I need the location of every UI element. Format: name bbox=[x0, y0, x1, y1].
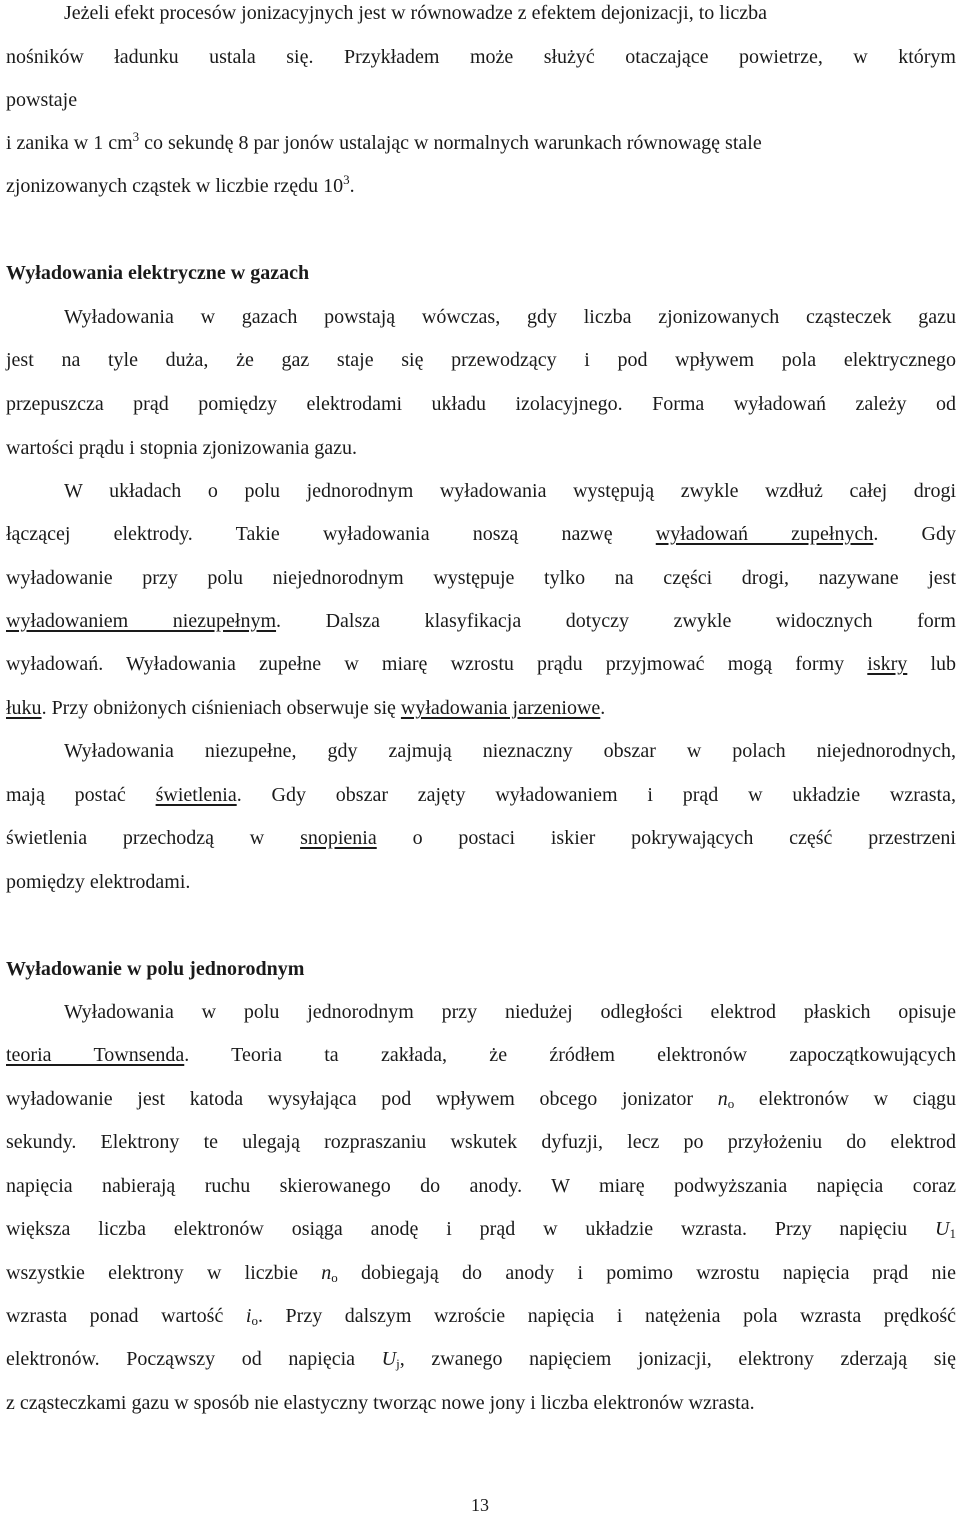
section-heading-discharges-in-gases: Wyładowania elektryczne w gazach bbox=[6, 262, 310, 284]
body-text: wzrasta ponad wartość bbox=[6, 1305, 246, 1327]
body-text: elektronów. Począwszy od napięcia bbox=[6, 1348, 382, 1370]
body-text: . Dalsza klasyfikacja dotyczy zwykle widocznych form bbox=[276, 610, 956, 632]
term-brush-discharge: snopienia bbox=[300, 827, 377, 849]
s1-p2-line-2 bbox=[6, 522, 956, 546]
intro-line-2: nośników ładunku ustala się. Przykładem może służyć otaczające powietrze, w którym bbox=[6, 46, 956, 68]
s1-p1-line-2: jest na tyle duża, że gaz staje się przewodzący i pod wpływem pola elektrycznego bbox=[6, 349, 956, 371]
s2-line-5: napięcia nabierają ruchu skierowanego do anody. W miarę podwyższania napięcia coraz bbox=[6, 1175, 956, 1197]
s1-p3-line-2 bbox=[6, 783, 956, 807]
term-glow-discharge: wyładowania jarzeniowe bbox=[400, 697, 601, 719]
term-glow: świetlenia bbox=[155, 784, 237, 806]
body-text: , zwanego napięciem jonizacji, elektrony zderzają się bbox=[399, 1348, 956, 1370]
s1-p3-line-1: Wyładowania niezupełne, gdy zajmują nieznaczny obszar w polach niejednorodnych, bbox=[64, 740, 956, 762]
intro-text: co sekundę 8 par jonów ustalając w normalnych warunkach równowagę stale bbox=[139, 132, 762, 154]
s2-line-1: Wyładowania w polu jednorodnym przy niedużej odległości elektrod płaskich opisuje bbox=[64, 1001, 956, 1023]
body-text: o postaci iskier pokrywających część przestrzeni bbox=[376, 827, 956, 849]
body-text: mają postać bbox=[6, 784, 156, 806]
math-variable: n bbox=[321, 1262, 332, 1284]
intro-line-3: powstaje bbox=[6, 89, 78, 111]
math-variable: U bbox=[935, 1218, 950, 1240]
subscript: o bbox=[727, 1096, 735, 1111]
s2-line-7 bbox=[6, 1261, 956, 1285]
body-text: elektronów w ciągu bbox=[734, 1088, 957, 1110]
subscript: j bbox=[396, 1356, 400, 1371]
intro-text: . bbox=[349, 175, 355, 197]
s1-p3-line-4: pomiędzy elektrodami. bbox=[6, 871, 191, 893]
term-arc: łuku bbox=[6, 697, 42, 719]
s2-line-3 bbox=[6, 1087, 956, 1111]
body-text: wszystkie elektrony w liczbie bbox=[6, 1262, 322, 1284]
body-text: dobiegają do anody i pomimo wzrostu napięcia prąd nie bbox=[337, 1262, 956, 1284]
intro-line-1: Jeżeli efekt procesów jonizacyjnych jest w równowadze z efektem dejonizacji, to liczba bbox=[64, 2, 768, 24]
superscript: 3 bbox=[343, 172, 350, 187]
body-text: wyładowań. Wyładowania zupełne w miarę wzrostu prądu przyjmować mogą formy bbox=[6, 653, 868, 675]
s1-p3-line-3 bbox=[6, 826, 956, 850]
body-text: . Przy dalszym wzroście napięcia i natężenia pola wzrasta prędkość bbox=[257, 1305, 956, 1327]
math-variable: i bbox=[245, 1305, 252, 1327]
s1-p1-line-4: wartości prądu i stopnia zjonizowania gazu. bbox=[6, 437, 357, 459]
s1-p1-line-3: przepuszcza prąd pomiędzy elektrodami układu izolacyjnego. Forma wyładowań zależy od bbox=[6, 393, 956, 415]
term-complete-discharges: wyładowań zupełnych bbox=[655, 523, 874, 545]
s2-line-6 bbox=[6, 1217, 956, 1241]
body-text: . Przy obniżonych ciśnieniach obserwuje się bbox=[41, 697, 401, 719]
s1-p2-line-4 bbox=[6, 609, 956, 633]
term-spark: iskry bbox=[867, 653, 908, 675]
math-variable: n bbox=[717, 1088, 728, 1110]
intro-text: zjonizowanych cząstek w liczbie rzędu 10 bbox=[6, 175, 344, 197]
term-incomplete-discharge: wyładowaniem niezupełnym bbox=[6, 610, 277, 632]
intro-line-5 bbox=[6, 174, 956, 198]
s2-line-4: sekundy. Elektrony te ulegają rozpraszaniu wskutek dyfuzji, lecz po przyłożeniu do elektrod bbox=[6, 1131, 956, 1153]
body-text: świetlenia przechodzą w bbox=[6, 827, 301, 849]
math-variable: U bbox=[381, 1348, 397, 1370]
s1-p2-line-5 bbox=[6, 652, 956, 676]
s1-p2-line-6 bbox=[6, 696, 956, 720]
s2-line-2 bbox=[6, 1043, 956, 1067]
subscript: 1 bbox=[949, 1226, 956, 1241]
body-text: lub bbox=[907, 653, 956, 675]
body-text: . Gdy bbox=[873, 523, 956, 545]
superscript: 3 bbox=[132, 129, 140, 144]
subscript: o bbox=[331, 1270, 338, 1285]
body-text: wyładowanie jest katoda wysyłająca pod wpływem obcego jonizator bbox=[6, 1088, 718, 1110]
s2-line-10: z cząsteczkami gazu w sposób nie elastyczny tworząc nowe jony i liczba elektronów wzrasta. bbox=[6, 1392, 755, 1414]
s1-p2-line-1: W układach o polu jednorodnym wyładowania występują zwykle wzdłuż całej drogi bbox=[64, 480, 956, 502]
intro-line-4 bbox=[6, 131, 956, 155]
term-townsend-theory: teoria Townsenda bbox=[6, 1044, 185, 1066]
body-text: . Teoria ta zakłada, że źródłem elektronów zapoczątkowujących bbox=[184, 1044, 956, 1066]
subscript: o bbox=[251, 1313, 258, 1328]
body-text: łączącej elektrody. Takie wyładowania noszą nazwę bbox=[6, 523, 656, 545]
s2-line-8 bbox=[6, 1304, 956, 1328]
s2-line-9 bbox=[6, 1347, 956, 1371]
body-text: większa liczba elektronów osiąga anodę i prąd w układzie wzrasta. Przy napięciu bbox=[6, 1218, 936, 1240]
page-number: 13 bbox=[471, 1495, 489, 1515]
body-text: . Gdy obszar zajęty wyładowaniem i prąd w układzie wzrasta, bbox=[236, 784, 956, 806]
section-heading-uniform-field: Wyładowanie w polu jednorodnym bbox=[6, 958, 305, 980]
s1-p1-line-1: Wyładowania w gazach powstają wówczas, gdy liczba zjonizowanych cząsteczek gazu bbox=[64, 306, 956, 328]
intro-text: i zanika w 1 cm bbox=[6, 132, 133, 154]
body-text: . bbox=[600, 697, 606, 719]
s1-p2-line-3: wyładowanie przy polu niejednorodnym występuje tylko na części drogi, nazywane jest bbox=[6, 567, 956, 589]
